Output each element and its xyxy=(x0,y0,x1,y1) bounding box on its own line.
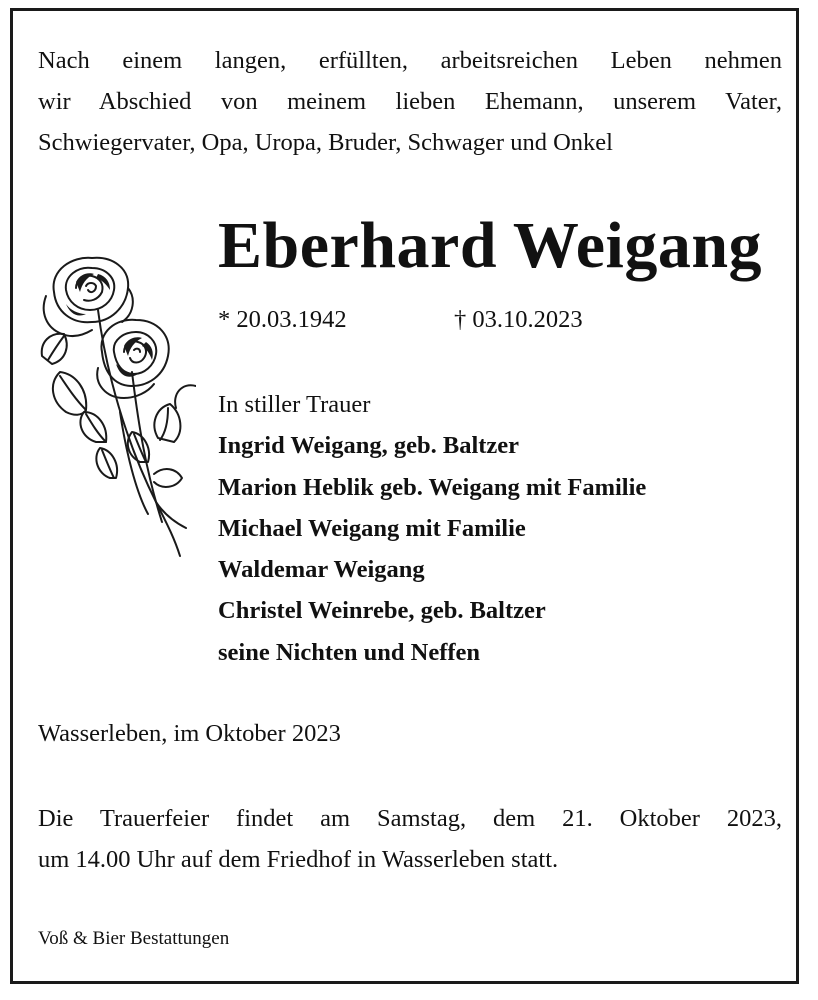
mourner-name: Marion Heblik geb. Weigang mit Familie xyxy=(218,473,647,501)
service-info xyxy=(38,798,782,880)
undertaker-name: Voß & Bier Bestattungen xyxy=(38,928,230,949)
intro-line-2: wir Abschied von meinem lieben Ehemann, unserem Vater, xyxy=(38,88,782,115)
intro-line-3: Schwiegervater, Opa, Uropa, Bruder, Schwager und Onkel xyxy=(38,129,613,156)
mourner-name: Ingrid Weigang, geb. Baltzer xyxy=(218,432,520,460)
service-line-1: Die Trauerfeier findet am Samstag, dem 21. Oktober 2023, xyxy=(38,805,782,832)
intro-text xyxy=(38,40,782,163)
mourner-name: Michael Weigang mit Familie xyxy=(218,514,526,542)
mourners-block xyxy=(218,384,646,673)
rose-illustration-icon xyxy=(36,252,196,564)
mourner-name: seine Nichten und Neffen xyxy=(218,638,481,666)
service-line-2: um 14.00 Uhr auf dem Friedhof in Wasserleben statt. xyxy=(38,846,559,873)
intro-line-1: Nach einem langen, erfüllten, arbeitsreichen Leben nehmen xyxy=(38,47,782,74)
birth-date: * 20.03.1942 xyxy=(218,306,347,333)
mourner-name: Christel Weinrebe, geb. Baltzer xyxy=(218,597,546,625)
deceased-name: Eberhard Weigang xyxy=(218,209,763,282)
mourning-heading: In stiller Trauer xyxy=(218,391,371,418)
mourner-name: Waldemar Weigang xyxy=(218,556,425,584)
place-and-date: Wasserleben, im Oktober 2023 xyxy=(38,720,341,747)
life-dates xyxy=(218,302,583,338)
death-date: † 03.10.2023 xyxy=(454,306,583,333)
